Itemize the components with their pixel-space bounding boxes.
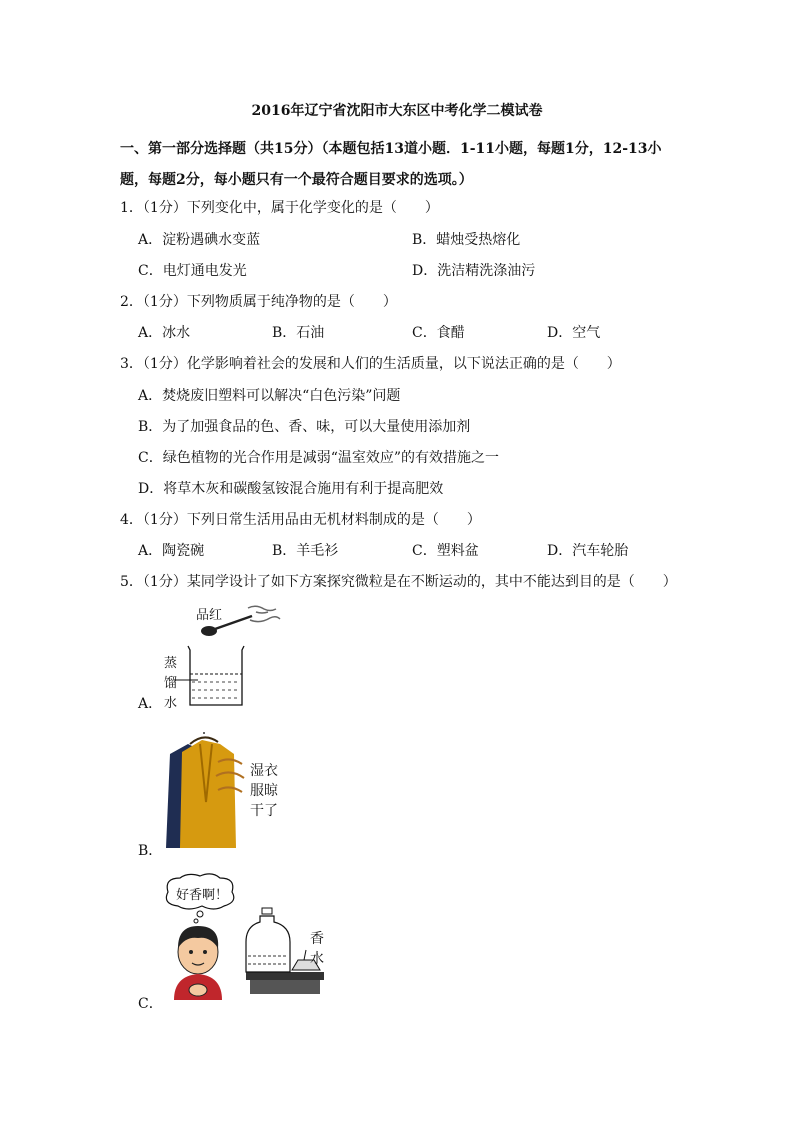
- question-5-stem: 5．（1分）某同学设计了如下方案探究微粒是在不断运动的，其中不能达到目的是（ ）: [120, 574, 677, 590]
- q5-option-c: C．: [138, 996, 163, 1012]
- question-3-stem: 3．（1分）化学影响着社会的发展和人们的生活质量，以下说法正确的是（ ）: [120, 356, 621, 372]
- water-label-3: 水: [164, 696, 178, 711]
- figure-c: [158, 872, 338, 1004]
- speech-text: 好香啊！: [176, 888, 229, 903]
- table-base: [250, 980, 320, 994]
- q5-option-b: B．: [138, 843, 163, 859]
- dye-label: 品红: [196, 608, 223, 623]
- table-top: [246, 972, 324, 980]
- q3-option-a: A．焚烧废旧塑料可以解决“白色污染”问题: [138, 388, 401, 404]
- clothes-label-2: 服晾: [250, 783, 278, 799]
- q1-option-a: A．淀粉遇碘水变蓝: [138, 232, 261, 248]
- perfume-label-2: 水: [310, 951, 324, 967]
- q5-option-a: A．: [138, 696, 163, 712]
- page-title: 2016年辽宁省沈阳市大东区中考化学二模试卷: [251, 103, 543, 119]
- figure-a: [160, 600, 290, 715]
- q4-option-c: C．塑料盆: [412, 543, 479, 559]
- perfume-label-1: 香: [310, 931, 324, 947]
- q1-option-d: D．洗洁精洗涤油污: [412, 263, 536, 279]
- section-heading: 一、第一部分选择题（共15分）（本题包括13道小题．1-11小题，每题1分，12-13小题，每题2分，每小题只有一个最符合题目要求的选项。）: [120, 141, 662, 188]
- q1-option-c: C．电灯通电发光: [138, 263, 247, 279]
- hand-sketch: [248, 606, 280, 621]
- question-1-stem: 1．（1分）下列变化中，属于化学变化的是（ ）: [120, 200, 439, 216]
- clothes-label-3: 干了: [250, 803, 278, 819]
- q2-option-c: C．食醋: [412, 325, 465, 341]
- question-4-stem: 4．（1分）下列日常生活用品由无机材料制成的是（ ）: [120, 512, 481, 528]
- q4-option-d: D．汽车轮胎: [547, 543, 629, 559]
- q3-option-b: B．为了加强食品的色、香、味，可以大量使用添加剂: [138, 419, 471, 435]
- q4-option-a: A．陶瓷碗: [138, 543, 205, 559]
- water-label-1: 蒸: [164, 656, 178, 671]
- clothes-label-1: 湿衣: [250, 763, 278, 779]
- spoon-handle: [215, 616, 252, 629]
- figure-b: [160, 732, 290, 852]
- spoon-bowl: [201, 626, 217, 636]
- water-label-2: 馏: [164, 676, 178, 691]
- q3-option-d: D．将草木灰和碳酸氢铵混合施用有利于提高肥效: [138, 481, 444, 497]
- q2-option-a: A．冰水: [138, 325, 191, 341]
- beaker-diagram: [160, 600, 290, 715]
- q2-option-b: B．石油: [272, 325, 325, 341]
- q2-option-d: D．空气: [547, 325, 601, 341]
- person-hands: [189, 984, 207, 996]
- beaker-outline: [188, 646, 244, 705]
- yellow-coat: [180, 740, 236, 848]
- question-2-stem: 2．（1分）下列物质属于纯净物的是（ ）: [120, 294, 397, 310]
- clothes-illustration: [160, 732, 250, 852]
- q4-option-b: B．羊毛衫: [272, 543, 339, 559]
- q1-option-b: B．蜡烛受热熔化: [412, 232, 521, 248]
- q3-option-c: C．绿色植物的光合作用是减弱“温室效应”的有效措施之一: [138, 450, 500, 466]
